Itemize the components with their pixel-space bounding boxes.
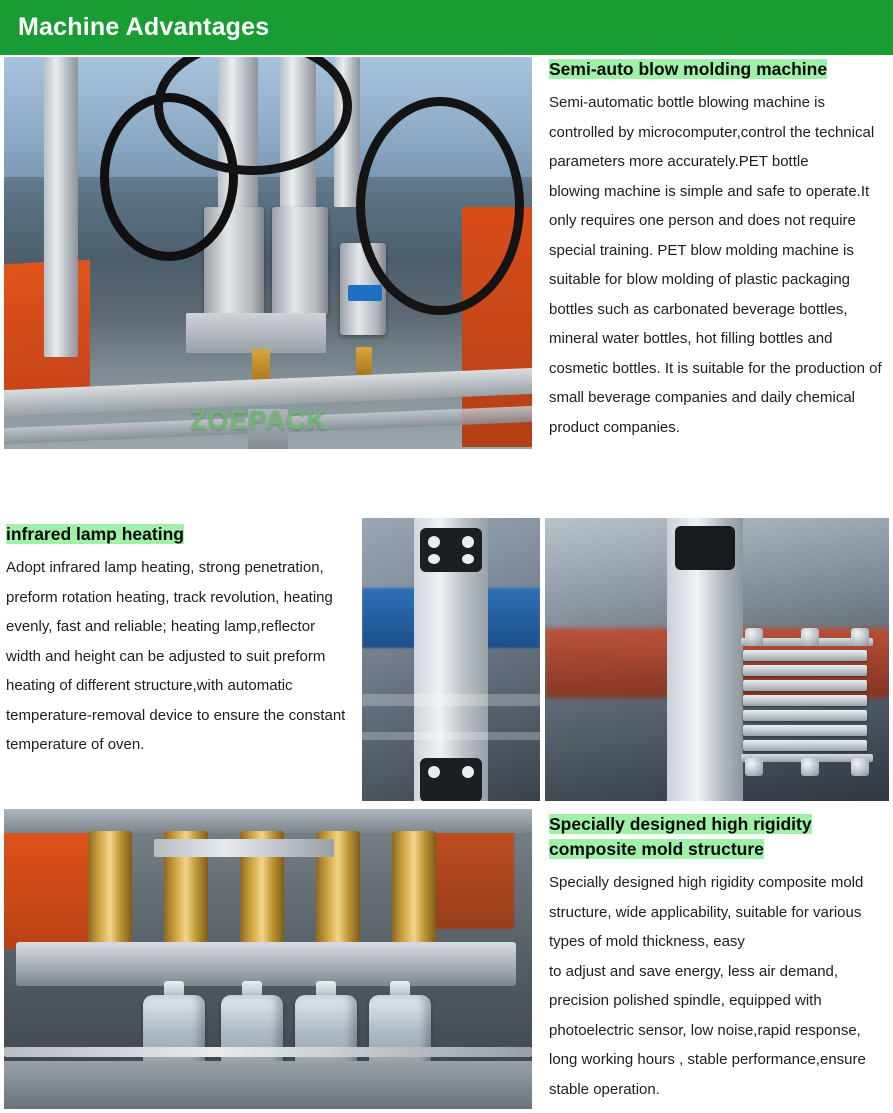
subheading-infrared: infrared lamp heating	[6, 524, 184, 544]
image-profile-slot	[675, 526, 735, 570]
image-bolt	[745, 628, 763, 646]
image-blow-molding-machine	[4, 57, 532, 449]
image-heating-lamp	[743, 710, 867, 721]
paragraph-semi-auto-1: Semi-automatic bottle blowing machine is controlled by microcomputer,control the technical parameters more accurately.PET bottle	[549, 94, 875, 170]
image-heating-lamp	[743, 650, 867, 661]
image-hose	[356, 97, 524, 315]
paragraph-mold-2: to adjust and save energy, less air demand, precision polished spindle, equipped with photoelectric sensor, low noise,rapid response, long working hours , stable performance,ensure stable operation.	[549, 962, 866, 1098]
image-bolt	[851, 758, 869, 776]
image-cross-rod	[154, 839, 334, 857]
page-header	[0, 0, 893, 55]
image-cylinder	[272, 207, 328, 315]
image-brass-fitting	[252, 349, 270, 383]
image-heating-lamp	[743, 725, 867, 736]
image-brass-cylinder	[88, 831, 132, 949]
section-infrared-text	[6, 522, 351, 760]
image-slot-hole	[428, 554, 440, 564]
image-profile-slot	[420, 758, 482, 801]
image-slot-hole	[462, 554, 474, 564]
subheading-mold: Specially designed high rigidity composite mold structure	[549, 814, 812, 859]
image-column	[44, 57, 78, 357]
image-brass-cylinder	[392, 831, 436, 949]
image-bolt	[801, 758, 819, 776]
image-machine-frame-detail	[362, 518, 540, 801]
image-profile-slot	[420, 528, 482, 572]
image-slot-hole	[428, 766, 440, 778]
image-top-beam	[4, 809, 532, 833]
subheading-wrapper	[549, 57, 889, 82]
image-mold-station	[4, 809, 532, 1109]
paragraph-semi-auto-2: blowing machine is simple and safe to operate.It only requires one person and does not require special training. PET blow molding machine is suitable for blow molding of plastic packaging bottles such as carbonated beverage bottles, mineral water bottles, hot filling bottles and cosmetic bottles. It is suitable for the production of small beverage companies and daily chemical product companies.	[549, 182, 882, 436]
section-mold-text	[549, 812, 889, 1104]
image-highlight-bar	[362, 732, 540, 740]
subheading-semi-auto: Semi-auto blow molding machine	[549, 59, 828, 79]
image-heating-lamp	[743, 680, 867, 691]
image-bolt	[745, 758, 763, 776]
image-brass-fitting	[356, 347, 372, 375]
image-watermark: ZOEPACK	[190, 405, 328, 435]
paragraph-infrared-1: Adopt infrared lamp heating, strong penetration, preform rotation heating, track revolution, heating evenly, fast and reliable; heating lamp,reflector width and height can be adjusted to suit preform heating of different structure,with automatic	[6, 559, 333, 694]
image-cross-rod	[4, 1047, 532, 1057]
image-heating-lamp	[743, 695, 867, 706]
image-slot-hole	[462, 766, 474, 778]
page-title: Machine Advantages	[18, 13, 270, 41]
image-highlight-bar	[362, 694, 540, 706]
image-blue-label	[348, 285, 382, 301]
subheading-wrapper	[549, 812, 889, 862]
section-semi-auto-text	[549, 57, 889, 442]
image-base-plate	[4, 1061, 532, 1109]
image-slot-hole	[462, 536, 474, 548]
image-bolt	[851, 628, 869, 646]
image-infrared-lamp-array	[545, 518, 889, 801]
paragraph-mold-1: Specially designed high rigidity composite mold structure, wide applicability, suitable for various types of mold thickness, easy	[549, 874, 864, 950]
image-mold-plate	[16, 942, 516, 986]
image-slot-hole	[428, 536, 440, 548]
paragraph-infrared-2: temperature-removal device to ensure the constant temperature of oven.	[6, 706, 346, 753]
image-bolt	[801, 628, 819, 646]
image-heating-lamp	[743, 665, 867, 676]
subheading-wrapper	[6, 522, 351, 547]
image-heating-lamp	[743, 740, 867, 751]
image-manifold	[186, 313, 326, 353]
